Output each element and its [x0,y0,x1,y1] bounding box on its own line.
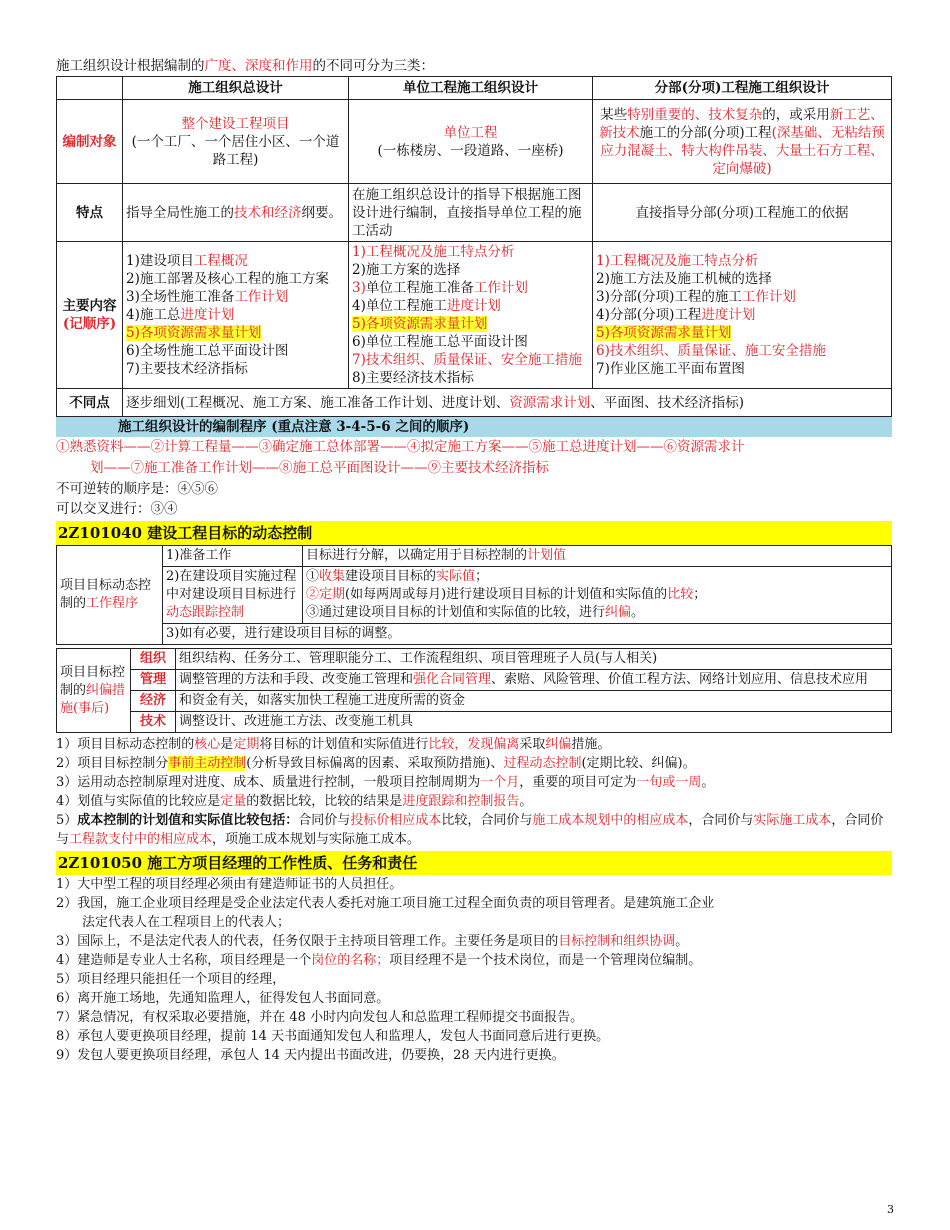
step2-desc: ①收集建设项目目标的实际值； ②定期(如每两周或每月)进行建设项目目标的计划值和实际值的比较； ③通过建设项目目标的计划值和实际值的比较，进行纠偏。 [303,567,892,624]
measure-category: 管理 [131,670,176,691]
list-item: 7)主要技术经济指标 [126,361,248,377]
note-5: 5）成本控制的计划值和实际值比较包括：合同价与投标价相应成本比较，合同价与施工成本规划中的相应成本，合同价与实际施工成本，合同价与工程款支付中的相应成本，项施工成本规划与实际施工成本。 [56,813,884,847]
list-item: 7）紧急情况，有权采取必要措施，并在 48 小时内向发包人和总监理工程师提交书面报告。 [56,1010,584,1025]
parallel-order: 可以交叉进行：③④ [56,501,178,517]
step3: 3)如有必要，进行建设项目目标的调整。 [163,624,892,645]
organization-design-table [56,76,892,417]
list-item: 5)各项资源需求量计划 [596,325,732,341]
note-3: 3）运用动态控制原理对进度、成本、质量进行控制，一般项目控制周期为一个月，重要的项目可定为一旬或一周。 [56,775,715,790]
list-item: 1)工程概况及施工特点分析 [352,244,515,260]
measure-desc: 调整设计、改进施工方法、改变施工机具 [176,712,892,733]
measures-label: 项目目标控制的纠偏措施(事后) [57,649,131,733]
list-item: 8）承包人要更换项目经理，提前 14 天书面通知发包人和监理人，发包人书面同意后进行更换。 [56,1029,610,1044]
irreversible-order: 不可逆转的顺序是：④⑤⑥ [56,481,218,497]
list-item: 6)单位工程施工总平面设计图 [352,334,528,350]
table-row [57,567,892,624]
section-title-project-manager: 2Z101050 施工方项目经理的工作性质、任务和责任 [56,851,892,875]
list-item: 6)技术组织、质量保证、施工安全措施 [596,343,826,359]
col-header-general: 施工组织总设计 [123,77,349,100]
row-label-feature: 特点 [57,184,123,242]
measure-category: 经济 [131,691,176,712]
cell-object-division: 某些特别重要的、技术复杂的，或采用新工艺、新技术施工的分部(分项)工程(深基础、无粘结预应力混凝土、特大构件吊装、大量土石方工程、定向爆破) [593,100,892,184]
table-row-diff [57,389,892,417]
col-header-division: 分部(分项)工程施工组织设计 [593,77,892,100]
cell-object-general: 整个建设工程项目 (一个工厂、一个居住小区、一个道路工程) [123,100,349,184]
cell-content-general [123,242,349,389]
list-item: 5)各项资源需求量计划 [352,316,488,332]
cell-diff: 逐步细划(工程概况、施工方案、施工准备工作计划、进度计划、资源需求计划、平面图、技术经济指标) [123,389,892,417]
intro-line: 施工组织设计根据编制的广度、深度和作用的不同可分为三类： [56,58,434,74]
list-item: 4）建造师是专业人士名称，项目经理是一个岗位的名称；项目经理不是一个技术岗位，而是一个管理岗位编制。 [56,953,702,968]
cell-content-division [593,242,892,389]
list-item: 5)各项资源需求量计划 [126,325,262,341]
project-manager-notes [56,875,892,1065]
table-row [57,649,892,670]
list-item: 3)分部(分项)工程的施工工作计划 [596,289,796,305]
list-item: 6）离开施工场地，先通知监理人，征得发包人书面同意。 [56,991,390,1006]
list-item: 9）发包人要更换项目经理，承包人 14 天内提出书面改进，仍要换，28 天内进行更换。 [56,1048,565,1063]
cell-content-unit [349,242,593,389]
list-item: 6)全场性施工总平面设计图 [126,343,289,359]
program-title: 施工组织设计的编制程序 (重点注意 3-4-5-6 之间的顺序) [56,417,892,437]
list-item: 5）项目经理只能担任一个项目的经理， [56,972,286,987]
measure-category: 组织 [131,649,176,670]
procedure-label: 项目目标动态控制的工作程序 [57,546,163,645]
row-label-content: 主要内容 (记顺序) [57,242,123,389]
table-row-feature [57,184,892,242]
document-page [56,56,892,1065]
cell-feature-division: 直接指导分部(分项)工程施工的依据 [593,184,892,242]
table-row-content [57,242,892,389]
step1-label: 1)准备工作 [163,546,303,567]
table-row [57,691,892,712]
list-item: 4)分部(分项)工程进度计划 [596,307,756,323]
table-row [57,670,892,691]
list-item: 2)施工方案的选择 [352,262,461,278]
list-item: 1)工程概况及施工特点分析 [596,253,759,269]
list-item: 7)作业区施工平面布置图 [596,361,745,377]
list-item: 2)施工部署及核心工程的施工方案 [126,271,329,287]
list-item: 4)单位工程施工进度计划 [352,298,501,314]
list-item: 8)主要经济技术指标 [352,370,474,386]
control-procedure-table [56,545,892,645]
list-item: 1)建设项目工程概况 [126,253,248,269]
step2-label: 2)在建设项目实施过程中对建设项目目标进行动态跟踪控制 [163,567,303,624]
list-item: 4)施工总进度计划 [126,307,235,323]
list-item: 3)单位工程施工准备工作计划 [352,280,528,296]
measure-desc: 组织结构、任务分工、管理职能分工、工作流程组织、项目管理班子人员(与人相关) [176,649,892,670]
section-title-dynamic-control: 2Z101040 建设工程目标的动态控制 [56,521,892,545]
list-item: 法定代表人在工程项目上的代表人； [82,915,291,930]
dynamic-control-notes [56,735,892,849]
table-row [57,624,892,645]
list-item: 2）我国，施工企业项目经理是受企业法定代表人委托对施工项目施工过程全面负责的项目管理者。是建筑施工企业 [56,896,715,911]
list-item: 2)施工方法及施工机械的选择 [596,271,772,287]
cell-feature-unit: 在施工组织总设计的指导下根据施工图设计进行编制，直接指导单位工程的施工活动 [349,184,593,242]
note-1: 1）项目目标动态控制的核心是定期将目标的计划值和实际值进行比较，发现偏离采取纠偏措施。 [56,737,611,752]
list-item: 3）国际上，不是法定代表人的代表，任务仅限于主持项目管理工作。主要任务是项目的目标控制和组织协调。 [56,934,689,949]
row-label-diff: 不同点 [57,389,123,417]
table-row [57,712,892,733]
table-row-object [57,100,892,184]
note-4: 4）划值与实际值的比较应是定量的数据比较，比较的结果是进度跟踪和控制报告。 [56,794,533,809]
table-header-row [57,77,892,100]
measure-category: 技术 [131,712,176,733]
program-steps: ①熟悉资料——②计算工程量——③确定施工总体部署——④拟定施工方案——⑤施工总进度计划——⑥资源需求计 划——⑦施工准备工作计划——⑧施工总平面图设计——⑨主要技术经济指标 [56,439,745,476]
measure-desc: 和资金有关，如落实加快工程施工进度所需的资金 [176,691,892,712]
row-label-object: 编制对象 [57,100,123,184]
list-item: 1）大中型工程的项目经理必须由有建造师证书的人员担任。 [56,877,403,892]
note-2: 2）项目目标控制分事前主动控制(分析导致目标偏离的因素、采取预防措施)、过程动态控制(定期比较、纠偏)。 [56,756,696,771]
page-number: 3 [887,1203,894,1216]
col-header-unit: 单位工程施工组织设计 [349,77,593,100]
correction-measures-table [56,648,892,733]
list-item: 3)全场性施工准备工作计划 [126,289,289,305]
cell-feature-general: 指导全局性施工的技术和经济纲要。 [123,184,349,242]
table-row [57,546,892,567]
list-item: 7)技术组织、质量保证、安全施工措施 [352,352,582,368]
measure-desc: 调整管理的方法和手段、改变施工管理和强化合同管理、索赔、风险管理、价值工程方法、网络计划应用、信息技术应用 [176,670,892,691]
step1-desc: 目标进行分解，以确定用于目标控制的计划值 [303,546,892,567]
cell-object-unit: 单位工程 (一栋楼房、一段道路、一座桥) [349,100,593,184]
